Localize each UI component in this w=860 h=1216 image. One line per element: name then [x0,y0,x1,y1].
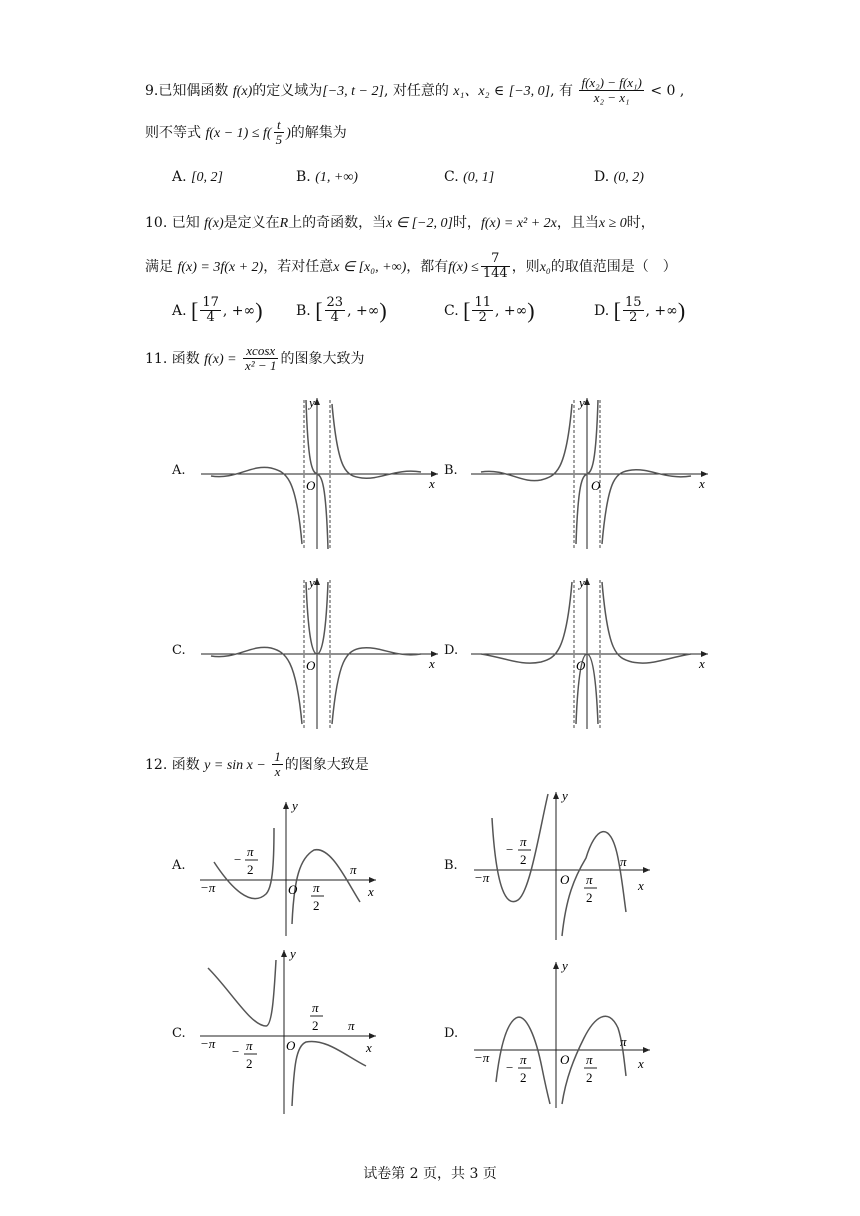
option-value: [0, 2] [191,170,223,185]
q10-number: 10. [145,215,168,231]
tick-pi-over-2-num: π [312,1000,319,1015]
x-axis-label: x [699,656,705,671]
option-num: 23 [326,295,344,310]
page-footer: 试卷第 2 页，共 3 页 [363,1166,497,1182]
q11-fraction [243,344,278,374]
q9-line2 [145,118,347,148]
q9-t: t [274,118,285,133]
q9-text-6: 的解集为 [290,124,347,141]
option-label: B. [296,169,311,185]
q10-line2 [145,252,677,282]
tick-pi-over-2-num: π [586,1052,593,1067]
tick-pi-over-2-den: 2 [313,898,320,913]
option-den: 4 [330,310,339,326]
tick-pi: π [348,1018,355,1033]
q10-option-b[interactable]: B. [ $\frac{23}{4}$ , +∞) [296,295,387,326]
q9-close: ) [286,125,291,141]
q10-text-9: ，都有 [406,258,449,275]
y-axis-label: y [292,798,298,813]
q9-option-d[interactable] [594,169,644,186]
origin-label: O [560,1052,570,1067]
q9-vars: x₁、x₂ [453,83,490,99]
q10-text-6: 时， [626,215,655,231]
q10-text-10: ，则 [511,258,540,275]
option-den: 2 [478,310,487,326]
q10-frac-num: 7 [481,252,510,267]
tick-pi-over-2-num: π [520,834,527,849]
q9-in: ∈ [493,82,505,99]
tick-pi-over-2-num: π [520,1052,527,1067]
y-axis-label: y [562,958,568,973]
x-axis-label: x [429,476,435,491]
y-axis-label: y [309,395,315,410]
x-axis-label: x [368,884,374,899]
q9-t-over-5 [274,118,285,148]
q11-frac-num: xcosx [243,344,278,359]
q9-line1 [145,76,684,106]
q10-x0: x₀ [539,259,551,275]
y-axis-label: y [290,946,296,961]
x-axis-label: x [638,878,644,893]
q11-graph-d [466,574,716,734]
q10-text-8: ，若对任意 [263,258,334,275]
q12-graph-b [470,788,660,943]
tick-pi-over-2-den: 2 [520,852,527,867]
q11-graph-a [196,394,446,554]
q9-lt0: < 0 , [650,82,685,99]
y-axis-label: y [579,575,585,590]
q12-line1 [145,750,369,780]
origin-label: O [560,872,570,887]
option-label: D. [594,169,610,185]
q9-option-a[interactable] [172,169,223,186]
q11-frac-den: x² − 1 [245,358,277,374]
option-tail: , +∞ [495,302,528,319]
tick-pi-over-2-den: 2 [247,862,254,877]
q9-five: 5 [275,132,283,148]
option-label: C. [444,169,459,185]
q12-option-c[interactable]: C. [172,1026,186,1041]
q10-text-7: 满足 [145,258,173,275]
option-label: A. [172,302,187,319]
q10-fx: f(x) [204,216,224,231]
tick-pi: π [620,854,627,869]
q9-number: 9. [145,82,159,99]
option-num: 11 [474,295,491,310]
q9-option-b[interactable] [296,169,358,186]
q10-cond2: x ≥ 0 [598,216,627,231]
q11-option-c[interactable]: C. [172,643,186,658]
y-axis-label: y [309,575,315,590]
q9-text-3: , 对任意的 [383,82,449,99]
q10-text-3: 上的奇函数，当 [288,215,387,231]
q10-text-1: 已知 [171,215,200,231]
q11-text-1: 函数 [171,350,200,367]
q9-fx: f(x) [232,83,253,99]
tick-pi-over-2-den: 2 [586,1070,593,1085]
q11-text-2: 的图象大致为 [280,350,365,367]
tick-neg-sign: − [506,842,514,857]
origin-label: O [288,882,298,897]
q12-graph-c [196,946,386,1116]
tick-pi-over-2-den: 2 [312,1018,319,1033]
q9-text-5: 则不等式 [145,124,201,141]
q9-option-c[interactable] [444,169,494,186]
tick-neg-sign: − [234,852,242,867]
q10-fx2: f(x) ≤ [448,259,479,275]
q11-number: 11. [145,350,168,367]
option-label: D. [594,302,610,319]
tick-pi-over-2-den: 2 [586,890,593,905]
q10-frac-den: 144 [482,266,508,282]
q12-option-d[interactable]: D. [444,1026,459,1041]
x-axis-label: x [429,656,435,671]
option-value: (0, 2) [613,170,644,185]
tick-neg-sign: − [232,1044,240,1059]
q9-domain: [−3, t − 2] [322,83,384,99]
q11-option-a[interactable]: A. [172,463,186,478]
option-tail: , +∞ [222,302,256,319]
tick-pi: π [350,862,357,877]
origin-label: O [306,478,316,493]
q12-option-a[interactable]: A. [172,858,186,873]
q9-ineq: f(x − 1) ≤ f( [205,125,272,141]
q9-interval: [−3, 0] [508,83,551,99]
tick-neg-pi: −π [200,1036,216,1051]
option-den: 4 [206,310,215,326]
q11-option-d[interactable]: D. [444,643,459,658]
q12-number: 12. [145,756,168,773]
q10-text-2: 是定义在 [223,215,280,231]
q9-text-2: 的定义域为 [252,82,323,99]
option-den: 2 [629,310,638,326]
q12-fraction [272,750,283,780]
q9-frac-num: f(x₂) − f(x₁) [581,75,642,90]
q9-text-1: 已知偶函数 [158,82,229,99]
origin-label: O [286,1038,296,1053]
q11-line1 [145,344,364,374]
tick-neg-pi: −π [474,870,490,885]
tick-pi-over-2-num: π [586,872,593,887]
q12-text-2: 的图象大致是 [284,756,369,773]
option-value: (0, 1] [463,170,495,185]
x-axis-label: x [366,1040,372,1055]
origin-label: O [576,658,586,673]
q9-frac-den: x₂ − x₁ [593,90,630,106]
y-axis-label: y [562,788,568,803]
q10-line1 [145,212,655,232]
option-label: A. [172,169,187,185]
origin-label: O [306,658,316,673]
q10-option-c[interactable]: C. [ $\frac{11}{2}$ , +∞) [444,295,535,326]
q11-option-b[interactable]: B. [444,463,458,478]
q11-graph-b [466,394,716,554]
tick-neg-sign: − [506,1060,514,1075]
tick-neg-pi: −π [200,880,216,895]
tick-pi-over-2-num: π [246,1038,253,1053]
q12-expr: y = sin x − [204,757,266,773]
tick-pi-over-2-num: π [313,880,320,895]
q10-option-a[interactable]: A. [ $\frac{17}{4}$ , +∞) [172,295,263,326]
option-value: (1, +∞) [315,170,358,185]
tick-pi-over-2-den: 2 [520,1070,527,1085]
option-label: B. [296,302,311,319]
q10-R: R [279,216,289,231]
q12-graph-a [196,798,386,938]
tick-pi: π [620,1034,627,1049]
q10-option-d[interactable]: D. [ $\frac{15}{2}$ , +∞) [594,295,686,326]
q12-frac-num: 1 [274,749,281,764]
q9-text-4: , 有 [550,82,573,99]
q10-eq: f(x) = x² + 2x [480,216,557,231]
q10-eq2: f(x) = 3f(x + 2) [177,259,264,275]
x-axis-label: x [638,1056,644,1071]
origin-label: O [591,478,601,493]
y-axis-label: y [579,395,585,410]
tick-pi-over-2-num: π [247,844,254,859]
q12-text-1: 函数 [171,756,200,773]
q11-fx: f(x) = [204,351,237,367]
tick-pi-over-2-den: 2 [246,1056,253,1071]
option-num: 15 [624,295,642,310]
q12-graph-d [470,958,660,1113]
q10-text-4: 时， [452,215,481,231]
q11-graph-c [196,574,446,734]
q10-text-11: 的取值范围是（ ） [550,258,677,275]
option-tail: , +∞ [347,302,380,319]
q9-fraction [579,76,643,106]
tick-neg-pi: −π [474,1050,490,1065]
option-label: C. [444,302,459,319]
q10-cond: x ∈ [−2, 0] [386,216,453,231]
q10-text-5: ，且当 [556,215,599,231]
q10-cond3: x ∈ [x₀, +∞) [333,259,407,275]
option-num: 17 [202,295,219,310]
q10-fraction [481,252,510,282]
q12-option-b[interactable]: B. [444,858,458,873]
x-axis-label: x [699,476,705,491]
option-tail: , +∞ [645,302,678,319]
q12-frac-den: x [274,764,281,780]
